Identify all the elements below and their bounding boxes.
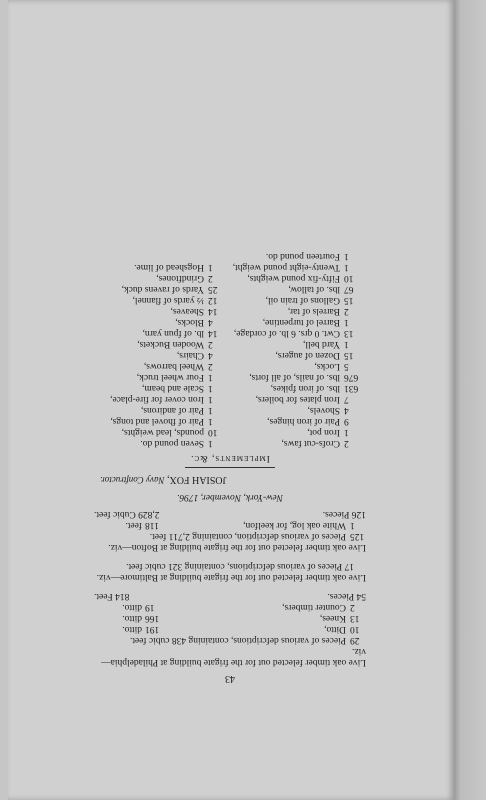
implement-row	[230, 371, 366, 382]
implement-name: Seven pound do.	[140, 438, 204, 448]
implement-name: lbs. of iron fpikes,	[270, 383, 340, 393]
implement-row	[230, 360, 366, 371]
boston-total-measure: 2,829 Cubic feet.	[94, 509, 160, 519]
implement-qty: 1	[344, 317, 349, 327]
implement-name: Fifty-fix pound weights,	[247, 273, 340, 283]
implement-qty: 1	[208, 383, 213, 393]
upside-down-scan	[8, 0, 454, 800]
implement-qty: 10	[208, 427, 218, 437]
implement-qty: 2	[208, 273, 213, 283]
implement-qty: 4	[208, 350, 213, 360]
implements-right-column	[94, 250, 230, 448]
implement-name: Crofs-cut faws,	[281, 438, 340, 448]
item-measure: 191	[145, 624, 160, 634]
implement-row	[230, 404, 366, 415]
implement-row	[94, 371, 230, 382]
implement-qty: 15	[344, 295, 354, 305]
implement-row	[230, 283, 366, 294]
implement-qty: 4	[344, 405, 349, 415]
philadelphia-heading: Live oak timber felected out for the frigate building at Philadelphia—viz.	[101, 646, 366, 667]
implement-row	[230, 316, 366, 327]
implement-qty: 7	[344, 394, 349, 404]
item-description: Knees,	[319, 613, 346, 623]
implement-qty: 2	[208, 339, 213, 349]
implement-name: lbs. of tallow,	[288, 284, 340, 294]
implement-qty: 14	[208, 306, 218, 316]
implement-row	[94, 437, 230, 448]
implement-qty: 9	[344, 416, 349, 426]
item-qty: 10	[350, 624, 360, 634]
implement-row	[94, 305, 230, 316]
implement-qty: 2	[344, 438, 349, 448]
item-measure: 118	[145, 520, 159, 530]
item-row	[94, 634, 366, 645]
item-description: Counter timbers,	[282, 602, 346, 612]
implement-qty: 1	[208, 262, 213, 272]
item-unit: ditto.	[122, 624, 142, 634]
implement-row	[94, 415, 230, 426]
implement-name: Barrel of turpentine,	[262, 317, 340, 327]
implement-name: Pair of fhovel and tongs,	[110, 416, 204, 426]
item-qty: 29	[350, 635, 360, 645]
baltimore-line: 17 Pieces of various defcriptions, containing 321 cubic feet.	[126, 561, 354, 571]
item-qty: 1	[350, 520, 355, 530]
implement-name: Iron pot,	[307, 427, 340, 437]
implement-row	[94, 294, 230, 305]
implements-columns	[94, 250, 366, 448]
implement-row	[94, 261, 230, 272]
implement-name: lb. of fpun yarn,	[142, 328, 204, 338]
implement-qty: 1	[344, 262, 349, 272]
item-unit: ditto.	[122, 602, 142, 612]
item-row	[94, 601, 366, 612]
implement-name: Dozen of augers,	[275, 350, 340, 360]
philadelphia-total-measure: 814 Feet.	[94, 591, 130, 601]
implement-row	[230, 382, 366, 393]
document-page	[8, 0, 454, 800]
implement-qty: 676	[344, 372, 359, 382]
implement-row	[94, 426, 230, 437]
implement-row	[94, 382, 230, 393]
boston-totals	[94, 508, 366, 519]
page-number: 43	[225, 673, 235, 684]
implements-heading: Implements, &c.	[190, 453, 270, 463]
item-qty: 13	[350, 613, 360, 623]
implement-qty: 67	[344, 284, 354, 294]
implement-qty: 1	[208, 416, 213, 426]
implement-name: Iron plates for boilers,	[255, 394, 340, 404]
signature-title: Navy Conftructor.	[100, 475, 165, 485]
implement-name: Sheaves,	[170, 306, 204, 316]
implement-qty: 14	[208, 328, 218, 338]
implement-name: Yard bell,	[302, 339, 340, 349]
adjacent-page-edge	[454, 0, 486, 800]
signature	[94, 474, 366, 485]
implement-qty: 13	[344, 328, 354, 338]
implement-name: Grindftones,	[156, 273, 204, 283]
implement-row	[230, 426, 366, 437]
implement-name: Pair of andirons,	[140, 405, 204, 415]
implement-row	[94, 272, 230, 283]
implement-row	[230, 305, 366, 316]
implement-name: Fourteen pound do.	[265, 251, 340, 261]
implement-name: Gallons of train oil,	[265, 295, 340, 305]
item-measure: 166	[145, 613, 160, 623]
scan-left-edge	[0, 0, 8, 800]
implement-qty: 2	[208, 361, 213, 371]
boston-total-qty: 126 Pieces.	[322, 509, 366, 519]
implement-qty: 1	[208, 372, 213, 382]
item-row	[94, 612, 366, 623]
implement-qty: 1	[208, 394, 213, 404]
item-unit: feet.	[125, 520, 142, 530]
item-description: Pieces of various defcriptions, containing 438 cubic feet.	[129, 635, 346, 645]
implement-name: Wooden Buckets,	[137, 339, 204, 349]
implement-qty: 12	[208, 295, 218, 305]
implement-row	[94, 360, 230, 371]
implement-row	[230, 250, 366, 261]
item-description: Pieces of various defcription, containing 2,711 feet.	[149, 531, 346, 541]
baltimore-heading: Live oak timber felected out for the frigate building at Baltimore—viz.	[96, 572, 366, 582]
date-line: New-York, November, 1796.	[177, 492, 283, 502]
implement-row	[94, 338, 230, 349]
implement-qty: 15	[344, 350, 354, 360]
implement-name: Shovels,	[307, 405, 340, 415]
implement-row	[230, 261, 366, 272]
implement-qty: 10	[344, 273, 354, 283]
item-qty: 125	[350, 531, 365, 541]
implement-row	[94, 349, 230, 360]
implement-row	[94, 393, 230, 404]
implement-row	[230, 437, 366, 448]
implement-name: Iron cover for fire-place,	[110, 394, 204, 404]
implement-qty: 1	[344, 339, 349, 349]
implement-row	[230, 349, 366, 360]
item-row	[94, 530, 366, 541]
implement-qty: 1	[344, 251, 349, 261]
implement-row	[230, 294, 366, 305]
implement-name: Hogshead of lime.	[134, 262, 204, 272]
implement-name: Cwt. 0 qrs. 6 lb. of cordage,	[233, 328, 340, 338]
implement-name: Four wheel truck,	[136, 372, 204, 382]
implement-name: Blocks,	[175, 317, 204, 327]
implement-name: pounds, lead weights,	[121, 427, 204, 437]
implement-qty: 1	[208, 405, 213, 415]
implement-row	[230, 327, 366, 338]
implement-name: lbs. of nails, of all forts,	[249, 372, 340, 382]
implement-qty: 4	[208, 317, 213, 327]
implement-name: Wheel barrows,	[143, 361, 204, 371]
implement-name: Scale and beam,	[142, 383, 204, 393]
boston-heading: Live oak timber felected out for the frigate building at Bofton—viz.	[108, 542, 366, 552]
implement-name: Chairs,	[176, 350, 204, 360]
item-row	[94, 623, 366, 634]
implement-qty: 25	[208, 284, 218, 294]
implement-qty: 1	[208, 438, 213, 448]
item-description: Ditto,	[324, 624, 346, 634]
implement-row	[94, 283, 230, 294]
item-unit: ditto.	[122, 613, 142, 623]
philadelphia-totals	[94, 590, 366, 601]
implement-name: ½ yards of flannel,	[132, 295, 204, 305]
implement-qty: 2	[344, 306, 349, 316]
implement-qty: 1	[344, 427, 349, 437]
implement-name: Locks,	[314, 361, 340, 371]
implements-left-column	[230, 250, 366, 448]
implement-row	[94, 327, 230, 338]
page-text	[94, 250, 366, 684]
implement-row	[94, 404, 230, 415]
item-qty: 2	[350, 602, 355, 612]
item-row	[94, 519, 366, 530]
item-measure: 19	[145, 602, 155, 612]
signature-name: JOSIAH FOX,	[167, 474, 227, 485]
implement-row	[230, 272, 366, 283]
philadelphia-total-qty: 54 Pieces.	[327, 591, 366, 601]
philadelphia-list	[94, 601, 366, 645]
item-description: White oak log, for keelfon,	[243, 520, 346, 530]
implement-row	[94, 316, 230, 327]
implement-row	[230, 338, 366, 349]
implement-row	[230, 415, 366, 426]
implement-name: Twenty-eight pound weight,	[232, 262, 340, 272]
implement-name: Barrels of tar,	[287, 306, 340, 316]
boston-list	[94, 519, 366, 541]
implement-name: Pair of iron hinges,	[267, 416, 340, 426]
divider	[185, 467, 275, 468]
implement-name: Yards of ravens duck,	[121, 284, 204, 294]
implement-row	[230, 393, 366, 404]
implement-qty: 631	[344, 383, 359, 393]
implement-qty: 5	[344, 361, 349, 371]
